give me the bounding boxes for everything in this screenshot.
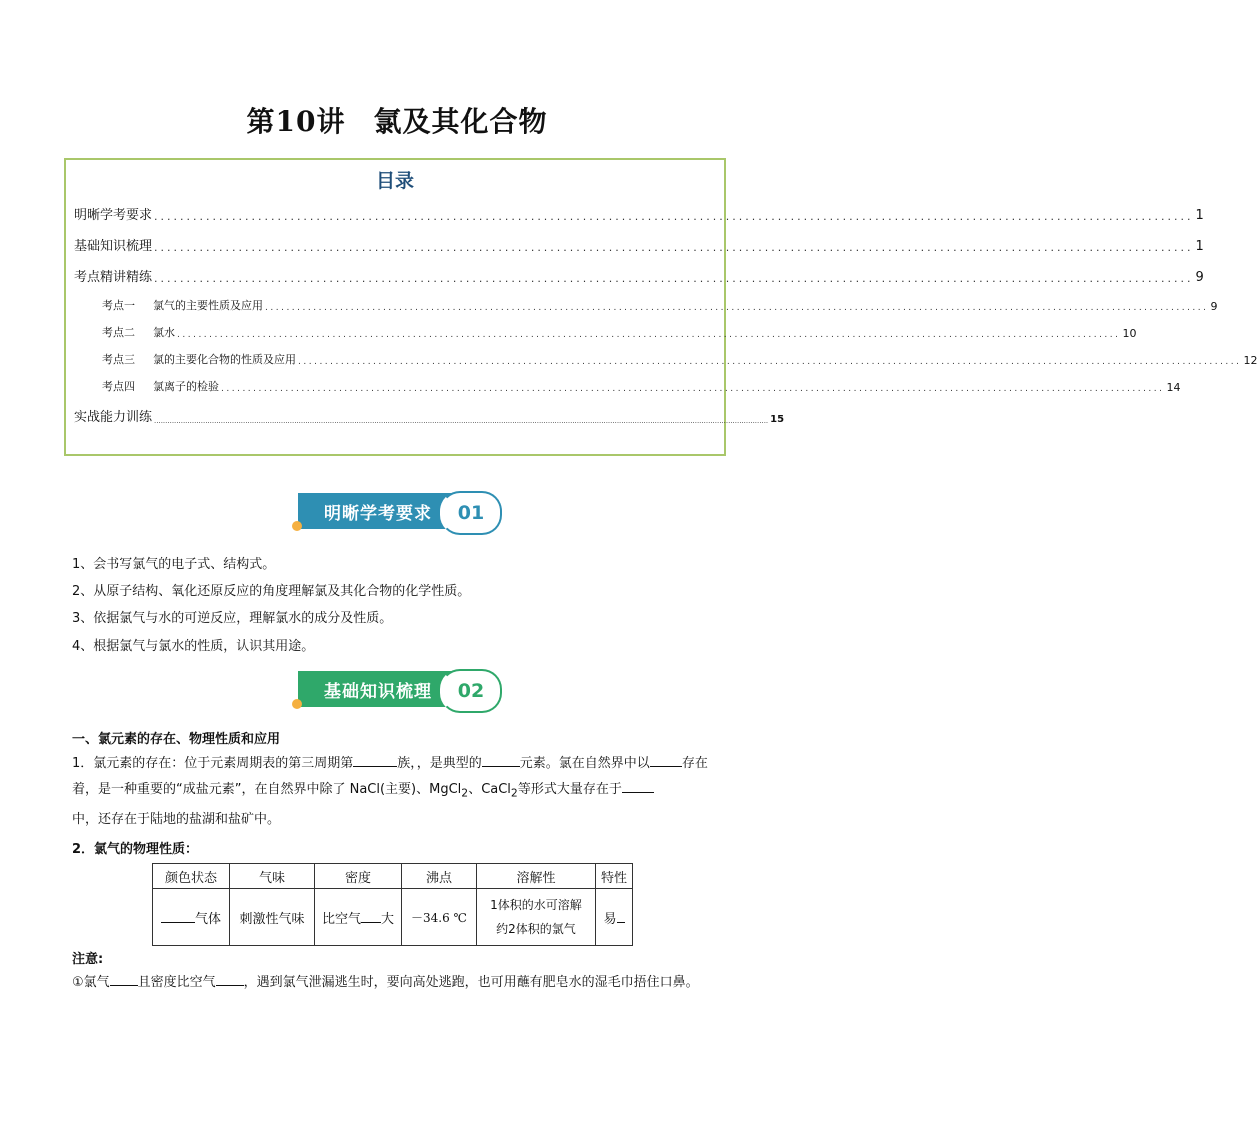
- page-title: [0, 100, 794, 140]
- table-cell: [315, 889, 402, 946]
- fill-blank[interactable]: [361, 908, 381, 923]
- table-header-cell: 气味: [230, 864, 315, 889]
- table-row: [153, 889, 633, 946]
- toc-item-label: 明晰学考要求: [74, 208, 153, 223]
- text-run: 1．氯元素的存在：位于元素周期表的第三周期第: [72, 756, 354, 771]
- table-header-cell: 溶解性: [477, 864, 596, 889]
- toc-subitem-label: 氯水: [153, 326, 175, 339]
- toc-subitem-key: 考点三: [102, 353, 135, 366]
- table-cell: 刺激性气味: [230, 889, 315, 946]
- fill-blank[interactable]: [622, 778, 654, 793]
- toc-item-page: 9: [1195, 270, 1204, 285]
- toc-leader: ................................................................................................................................................................................: [265, 303, 1209, 313]
- subsection-heading: 2．氯气的物理性质：: [72, 842, 199, 857]
- section-banner-requirements: [292, 493, 506, 533]
- text-run: 且密度比空气: [137, 975, 216, 990]
- fill-blank[interactable]: [650, 752, 682, 767]
- toc-item[interactable]: [74, 204, 1204, 223]
- cell-text: 1体积的水可溶解: [490, 898, 582, 912]
- table-header-cell: 特性: [596, 864, 633, 889]
- toc-subitem-key: 考点四: [102, 380, 135, 393]
- fill-blank[interactable]: [482, 752, 520, 767]
- text-run: 元素。氯在自然界中以: [519, 756, 650, 771]
- toc-item-page: 10: [1122, 327, 1137, 340]
- text-run: 等形式大量存在于: [517, 782, 622, 797]
- fill-blank[interactable]: [161, 908, 195, 923]
- text-run: 族，，是典型的: [397, 756, 482, 771]
- toc-item[interactable]: [74, 235, 1204, 254]
- toc-item-page: 1: [1195, 239, 1204, 254]
- toc-item[interactable]: [74, 406, 785, 425]
- toc-item-page: 1: [1195, 208, 1204, 223]
- toc-item-page: 14: [1166, 381, 1181, 394]
- toc-leader: ....................................................................................................................................................................................................................................................................................: [154, 417, 769, 425]
- fill-blank[interactable]: [216, 971, 244, 986]
- toc-item-label: 考点精讲精练: [74, 270, 153, 285]
- table-cell: [153, 889, 230, 946]
- toc-subitem[interactable]: [102, 378, 1181, 394]
- toc-item-page: 15: [770, 414, 785, 425]
- cell-text: 易: [603, 911, 617, 927]
- cell-text: 大: [381, 911, 395, 927]
- toc-subitem[interactable]: [102, 297, 1218, 313]
- toc-subitem-label: 氯的主要化合物的性质及应用: [153, 353, 296, 366]
- requirement-item: 3、依据氯气与水的可逆反应，理解氯水的成分及性质。: [72, 611, 393, 626]
- table-header-cell: 密度: [315, 864, 402, 889]
- toc-subitem-key: 考点一: [102, 299, 135, 312]
- subscript: 2: [510, 786, 518, 800]
- fill-blank[interactable]: [617, 908, 625, 923]
- text-run: ①氯气: [72, 975, 110, 990]
- toc-leader: ................................................................................................................................................................................: [177, 330, 1121, 340]
- toc-subitem[interactable]: [102, 324, 1137, 340]
- toc-item[interactable]: [74, 266, 1204, 285]
- requirement-item: 4、根据氯气与氯水的性质，认识其用途。: [72, 639, 315, 654]
- text-run: 存在着，是一种重要的“成盐元素”，在自然界中除了 NaCl(主要)、MgCl: [72, 756, 708, 797]
- physical-properties-table: [152, 863, 633, 946]
- table-header-cell: 颜色状态: [153, 864, 230, 889]
- banner-dot-decoration: [292, 521, 302, 531]
- toc-item-page: 9: [1210, 300, 1218, 313]
- toc-subitem[interactable]: [102, 351, 1258, 367]
- section-banner-label: 基础知识梳理: [298, 671, 458, 707]
- table-cell: －34.6 ℃: [402, 889, 477, 946]
- table-header-row: [153, 864, 633, 889]
- banner-dot-decoration: [292, 699, 302, 709]
- toc-leader: ................................................................................................................................................................: [154, 241, 1194, 254]
- fill-blank[interactable]: [110, 971, 138, 986]
- toc-item-page: 12: [1243, 354, 1258, 367]
- toc-heading: 目录: [375, 170, 414, 192]
- note-paragraph: [72, 970, 724, 996]
- toc-subitem-label: 氯离子的检验: [153, 380, 219, 393]
- section-banner-label: 明晰学考要求: [298, 493, 458, 529]
- toc-leader: ................................................................................................................................................................: [154, 272, 1194, 285]
- title-topic: 氯及其化合物: [373, 105, 548, 138]
- toc-item-label: 基础知识梳理: [74, 239, 153, 254]
- text-run: ，遇到氯气泄漏逃生时，要向高处逃跑，也可用蘸有肥皂水的湿毛巾捂住口鼻。: [243, 975, 699, 990]
- title-lesson-number: 第10讲: [246, 105, 346, 138]
- subscript: 2: [461, 786, 469, 800]
- table-cell: [596, 889, 633, 946]
- requirement-item: 2、从原子结构、氧化还原反应的角度理解氯及其化合物的化学性质。: [72, 584, 471, 599]
- cell-text: 比空气: [321, 911, 361, 927]
- text-run: 、CaCl: [468, 782, 511, 797]
- requirement-item: 1、会书写氯气的电子式、结构式。: [72, 557, 276, 572]
- cell-text: 气体: [194, 911, 221, 927]
- text-run: 中，还存在于陆地的盐湖和盐矿中。: [72, 811, 281, 827]
- section-heading: 一、氯元素的存在、物理性质和应用: [72, 732, 281, 747]
- toc-item-label: 实战能力训练: [74, 410, 153, 425]
- note-heading: 注意:: [72, 952, 104, 967]
- table-cell: [477, 889, 596, 946]
- toc-leader: ................................................................................................................................................................................: [298, 357, 1242, 367]
- cell-text: 约2体积的氯气: [496, 922, 576, 936]
- toc-subitem-key: 考点二: [102, 326, 135, 339]
- paragraph-chlorine-existence: [72, 751, 724, 833]
- table-header-cell: 沸点: [402, 864, 477, 889]
- toc-subitem-label: 氯气的主要性质及应用: [153, 299, 263, 312]
- table-of-contents: [64, 158, 1258, 456]
- section-banner-number: 01: [440, 491, 502, 535]
- section-banner-number: 02: [440, 669, 502, 713]
- toc-leader: ................................................................................................................................................................: [154, 210, 1194, 223]
- toc-leader: ................................................................................................................................................................................: [221, 384, 1165, 394]
- section-banner-basics: [292, 671, 506, 711]
- fill-blank[interactable]: [353, 752, 397, 767]
